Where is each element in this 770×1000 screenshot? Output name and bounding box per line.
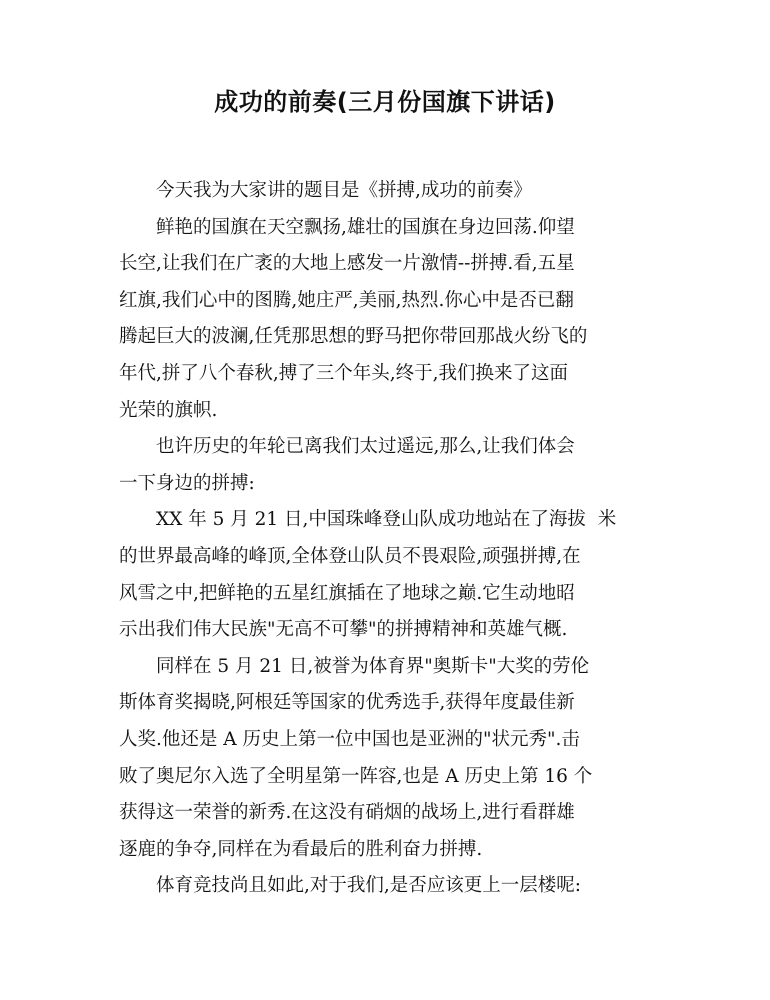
paragraph-line: 年代,拼了八个春秋,搏了三个年头,终于,我们换来了这面 xyxy=(119,362,569,384)
paragraph-line: 体育竞技尚且如此,对于我们,是否应该更上一层楼呢: xyxy=(156,875,581,897)
paragraph-line: 腾起巨大的波澜,任凭那思想的野马把你带回那战火纷飞的 xyxy=(119,326,588,348)
paragraph-line: 获得这一荣誉的新秀.在这没有硝烟的战场上,进行看群雄 xyxy=(119,802,575,824)
paragraph-line: 示出我们伟大民族"无高不可攀"的拼搏精神和英雄气概. xyxy=(119,619,568,641)
paragraph-line: 的世界最高峰的峰顶,全体登山队员不畏艰险,顽强拼搏,在 xyxy=(119,545,581,567)
document-body xyxy=(119,173,659,905)
paragraph-line: 同样在 5 月 21 日,被誉为体育界"奥斯卡"大奖的劳伦 xyxy=(156,655,590,677)
paragraph-line: 也许历史的年轮已离我们太过遥远,那么,让我们体会 xyxy=(156,436,575,458)
paragraph-line: 人奖.他还是 A 历史上第一位中国也是亚洲的"状元秀".击 xyxy=(119,728,580,750)
paragraph-line: 一下身边的拼搏: xyxy=(119,472,255,494)
paragraph-line: 红旗,我们心中的图腾,她庄严,美丽,热烈.你心中是否已翻 xyxy=(119,289,574,311)
paragraph-line: 今天我为大家讲的题目是《拼搏,成功的前奏》 xyxy=(156,180,532,201)
document-title: 成功的前奏(三月份国旗下讲话) xyxy=(214,88,556,116)
paragraph-line: 鲜艳的国旗在天空飘扬,雄壮的国旗在身边回荡.仰望 xyxy=(156,216,575,238)
paragraph-line: XX 年 5 月 21 日,中国珠峰登山队成功地站在了海拔 米 xyxy=(156,509,617,531)
paragraph-line: 长空,让我们在广袤的大地上感发一片激情--拼搏.看,五星 xyxy=(119,253,575,275)
paragraph-line: 风雪之中,把鲜艳的五星红旗插在了地球之巅.它生动地昭 xyxy=(119,582,575,604)
paragraph-line: 光荣的旗帜. xyxy=(119,399,218,421)
paragraph-line: 斯体育奖揭晓,阿根廷等国家的优秀选手,获得年度最佳新 xyxy=(119,692,575,714)
paragraph-line: 败了奥尼尔入选了全明星第一阵容,也是 A 历史上第 16 个 xyxy=(119,765,593,787)
paragraph-line: 逐鹿的争夺,同样在为看最后的胜利奋力拼搏. xyxy=(119,838,483,860)
